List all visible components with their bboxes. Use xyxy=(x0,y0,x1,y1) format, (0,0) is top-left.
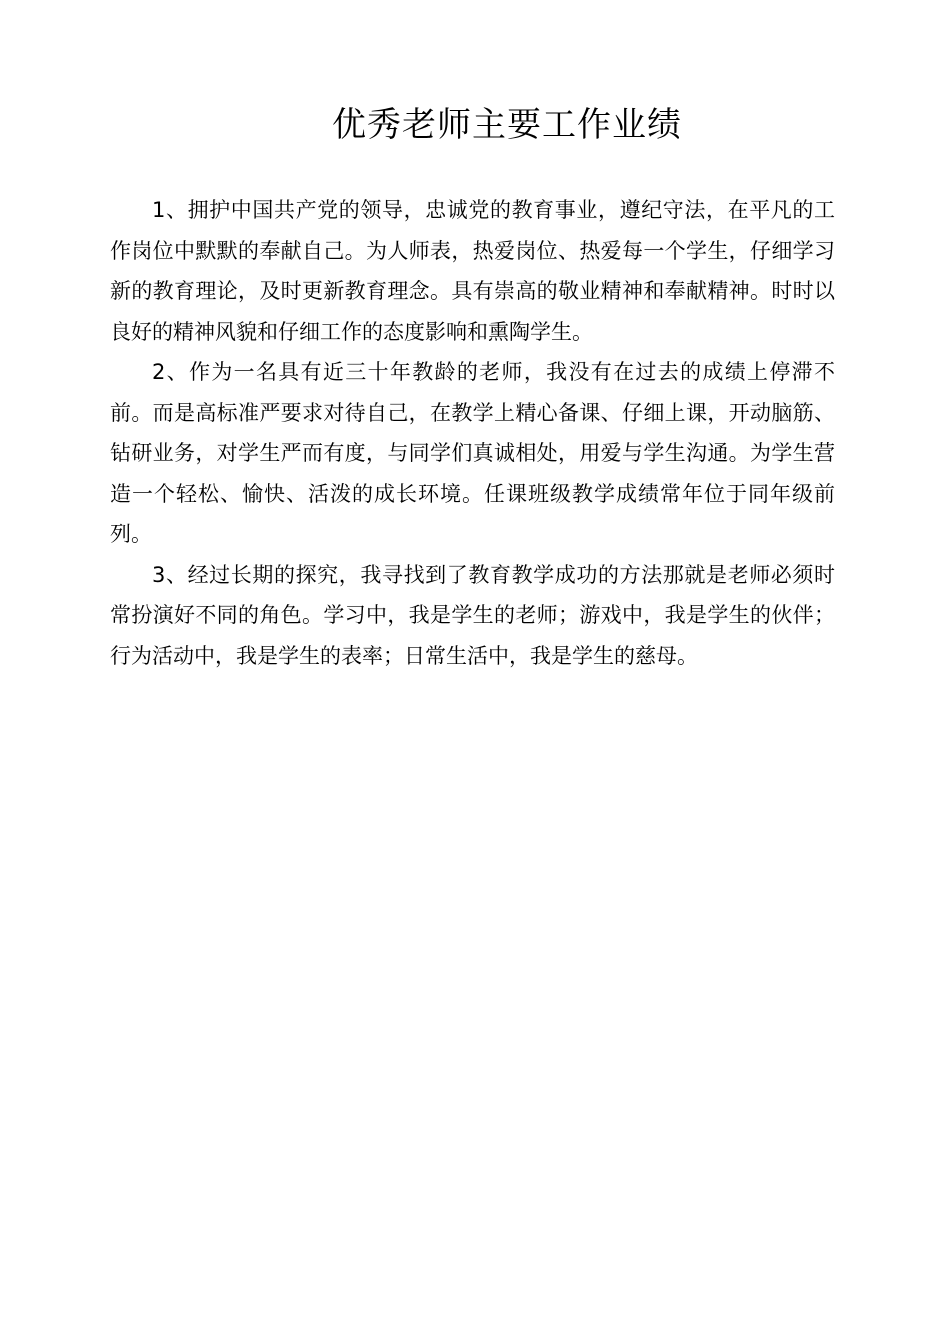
paragraph-2: 2、作为一名具有近三十年教龄的老师，我没有在过去的成绩上停滞不前。而是高标准严要求对待自己，在教学上精心备课、仔细上课，开动脑筋、钻研业务，对学生严而有度，与同学们真诚相处，用爱与学生沟通。为学生营造一个轻松、愉快、活泼的成长环境。任课班级教学成绩常年位于同年级前列。 xyxy=(110,360,835,546)
document-title: 优秀老师主要工作业绩 xyxy=(332,105,682,145)
paragraph-1: 1、拥护中国共产党的领导，忠诚党的教育事业，遵纪守法，在平凡的工作岗位中默默的奉献自己。为人师表，热爱岗位、热爱每一个学生，仔细学习新的教育理论，及时更新教育理念。具有崇高的敬业精神和奉献精神。时时以良好的精神风貌和仔细工作的态度影响和熏陶学生。 xyxy=(110,198,835,344)
paragraph-3: 3、经过长期的探究，我寻找到了教育教学成功的方法那就是老师必须时常扮演好不同的角色。学习中，我是学生的老师；游戏中，我是学生的伙伴；行为活动中，我是学生的表率；日常生活中，我是学生的慈母。 xyxy=(110,562,835,668)
